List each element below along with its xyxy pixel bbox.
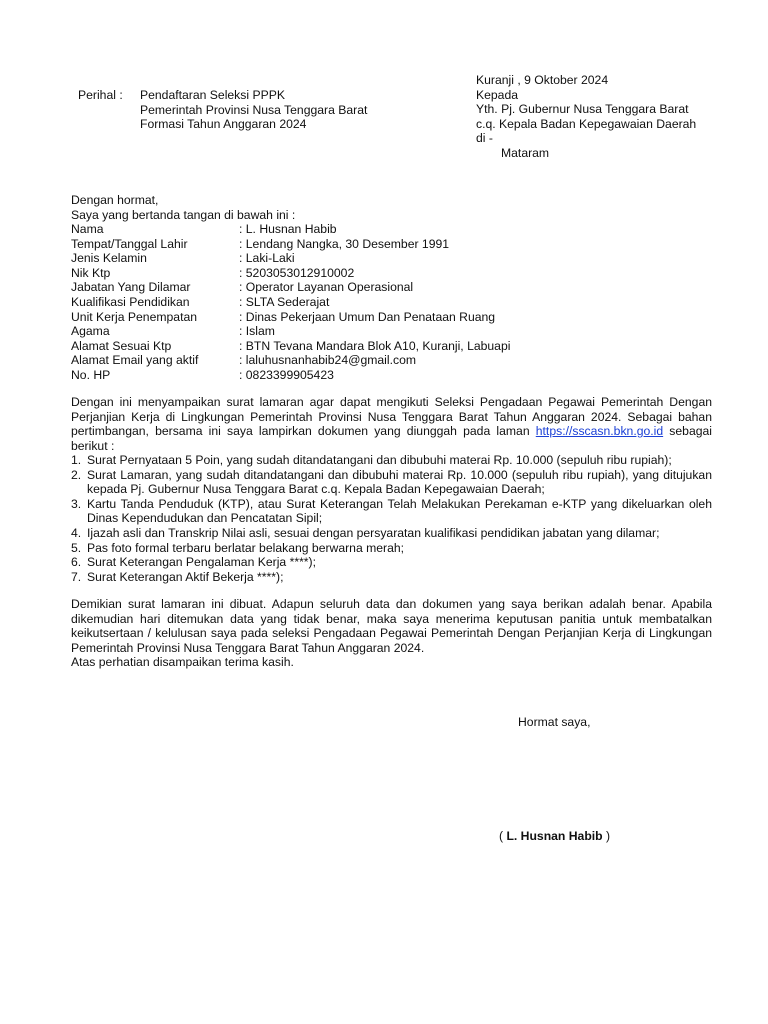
field-row [71, 251, 510, 266]
list-item [71, 468, 712, 497]
recipient-block [476, 73, 696, 161]
field-value: : L. Husnan Habib [239, 222, 337, 236]
list-item [71, 541, 712, 556]
list-item [71, 555, 712, 570]
field-row [71, 280, 510, 295]
list-number: 7. [71, 569, 82, 584]
list-item [71, 570, 712, 585]
signer-name: L. Husnan Habib [506, 829, 603, 843]
field-value: : 0823399905423 [239, 367, 334, 382]
list-number: 3. [71, 496, 82, 511]
closing-text: Hormat saya, [518, 715, 591, 729]
list-item [71, 526, 712, 541]
field-value: : Lendang Nangka, 30 Desember 1991 [239, 236, 450, 251]
list-number: 2. [71, 467, 82, 482]
list-text: Pas foto formal terbaru berlatar belakang berwarna merah; [87, 540, 405, 555]
field-row [71, 353, 510, 368]
list-number: 4. [71, 525, 82, 540]
place-date: Kuranji , 9 Oktober 2024 [476, 73, 609, 87]
list-number: 5. [71, 540, 82, 555]
field-label: Nama [71, 222, 104, 236]
field-row [71, 310, 510, 325]
field-label: Nik Ktp [71, 265, 111, 280]
body-text: sebagai berikut : [71, 424, 712, 453]
greeting: Dengan hormat, [71, 193, 159, 207]
subject-lines [140, 88, 367, 132]
recipient-to: Kepada [476, 87, 519, 102]
field-label: Jenis Kelamin [71, 251, 147, 266]
list-text: Ijazah asli dan Transkrip Nilai asli, sesuai dengan persyaratan kualifikasi pendidikan jabatan yang dilamar; [87, 525, 660, 540]
field-value: : SLTA Sederajat [239, 294, 330, 309]
list-number: 6. [71, 555, 82, 570]
field-value: : Dinas Pekerjaan Umum Dan Penataan Ruang [239, 309, 496, 324]
paren-open: ( [499, 829, 507, 843]
list-text: Surat Keterangan Pengalaman Kerja ****); [87, 555, 316, 570]
list-item [71, 453, 712, 468]
field-label: No. HP [71, 367, 111, 382]
field-row [71, 222, 510, 237]
sscasn-link[interactable]: https://sscasn.bkn.go.id [535, 424, 664, 439]
body-paragraph-2 [71, 597, 712, 670]
list-text: Kartu Tanda Penduduk (KTP), atau Surat Keterangan Telah Melakukan Perekaman e-KTP yang dikeluarkan oleh Dinas Kependudukan dan Pencatatan Sipil; [87, 496, 712, 526]
field-label: Tempat/Tanggal Lahir [71, 236, 188, 251]
field-row [71, 266, 510, 281]
field-row [71, 368, 510, 383]
field-row [71, 339, 510, 354]
field-value: : Operator Layanan Operasional [239, 280, 414, 295]
body-paragraph-1 [71, 395, 712, 453]
thanks-text: Atas perhatian disampaikan terima kasih. [71, 655, 294, 670]
field-row [71, 237, 510, 252]
subject-line: Pemerintah Provinsi Nusa Tenggara Barat [140, 102, 368, 117]
paren-close: ) [602, 829, 611, 843]
applicant-fields [71, 222, 510, 383]
list-text: Surat Keterangan Aktif Bekerja ****); [87, 569, 284, 584]
field-label: Alamat Email yang aktif [71, 353, 199, 368]
signature-block [499, 829, 610, 844]
field-row [71, 295, 510, 310]
recipient-line: Yth. Pj. Gubernur Nusa Tenggara Barat [476, 102, 689, 117]
intro-line: Saya yang bertanda tangan di bawah ini : [71, 207, 296, 222]
list-text: Surat Pernyataan 5 Poin, yang sudah ditandatangani dan dibubuhi materai Rp. 10.000 (sepuluh ribu rupiah); [87, 453, 672, 467]
field-label: Jabatan Yang Dilamar [71, 280, 191, 295]
attachment-list [71, 453, 712, 584]
statement-text: Demikian surat lamaran ini dibuat. Adapun seluruh data dan dokumen yang saya berikan adalah benar. Apabila dikemudian hari ditemukan data yang tidak benar, maka saya menerima keputusan panitia untuk membatalkan keikutsertaan / kelulusan saya pada seleksi Pengadaan Pegawai Pemerintah Dengan Perjanjian Kerja di Lingkungan Pemerintah Provinsi Nusa Tenggara Barat Tahun Anggaran 2024. [71, 597, 712, 655]
body-text: Dengan ini menyampaikan surat lamaran agar dapat mengikuti Seleksi Pengadaan Pegawai Pemerintah Dengan Perjanjian Kerja di Lingkungan Pemerintah Provinsi Nusa Tenggara Barat Tahun Anggaran 2024. Sebagai bahan pertimbangan, bersama ini saya lampirkan dokumen yang diunggah pada laman [71, 395, 712, 439]
recipient-line: c.q. Kepala Badan Kepegawaian Daerah [476, 116, 697, 131]
list-item [71, 497, 712, 526]
field-value: : BTN Tevana Mandara Blok A10, Kuranji, Labuapi [239, 338, 511, 353]
field-value: : laluhusnanhabib24@gmail.com [239, 353, 417, 368]
field-row [71, 324, 510, 339]
list-text: Surat Lamaran, yang sudah ditandatangani dan dibubuhi materai Rp. 10.000 (sepuluh ribu rupiah), yang ditujukan kepada Pj. Gubernur Nusa Tenggara Barat c.q. Kepala Badan Kepegawaian Daerah; [87, 467, 712, 497]
field-label: Unit Kerja Penempatan [71, 309, 198, 324]
recipient-line: di - [476, 131, 493, 146]
field-value: : 5203053012910002 [239, 265, 355, 280]
field-value: : Laki-Laki [239, 251, 295, 266]
subject-line: Formasi Tahun Anggaran 2024 [140, 117, 307, 132]
subject-line: Pendaftaran Seleksi PPPK [140, 88, 285, 102]
recipient-city: Mataram [501, 145, 550, 160]
field-label: Alamat Sesuai Ktp [71, 338, 172, 353]
field-value: : Islam [239, 324, 275, 339]
greeting-block [71, 193, 295, 222]
subject-label: Perihal : [78, 88, 123, 102]
list-number: 1. [71, 453, 82, 467]
field-label: Kualifikasi Pendidikan [71, 294, 190, 309]
field-label: Agama [71, 324, 110, 339]
